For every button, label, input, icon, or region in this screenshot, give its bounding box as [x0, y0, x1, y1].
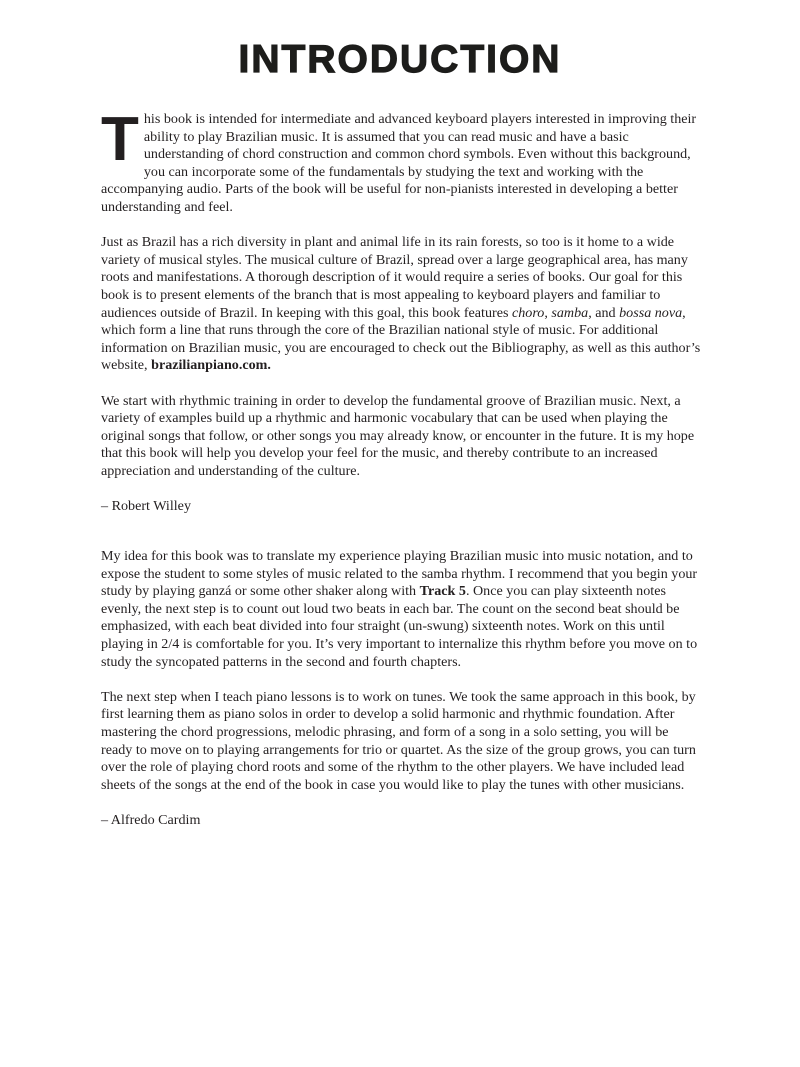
- style-choro: choro: [511, 304, 545, 321]
- paragraph-intro-text: his book is intended for intermediate and advanced keyboard players interested in improving their ability to play Brazilian music. It is assumed that you can read music and have a basic understanding of chord construction and common chord symbols. Even without this background, you can incorporate some of the fundamentals by studying the text and working with the accompanying audio. Parts of the book will be useful for non-pianists interested in developing a better understanding and feel.: [101, 111, 697, 215]
- author-signature-cardim: – Alfredo Cardim: [101, 811, 201, 828]
- style-samba: samba: [551, 304, 589, 321]
- paragraph-rhythm: [101, 548, 702, 671]
- paragraph-styles-text-end: , which form a line that runs through the core of the Brazilian national style of music. For additional information on Brazilian music, you are encouraged to check out the Bibliography, as well as this author’s website,: [101, 304, 701, 374]
- intro-section-cardim: [101, 548, 702, 847]
- paragraph-rhythm-text-end: . Once you can play sixteenth notes evenly, the next step is to count out loud two beats in each bar. The count on the second beat should be emphasized, with each beat divided into four straight (un-swung) sixteenth notes. Work on this until playing in 2/4 is comfortable for you. It’s very important to internalize this rhythm before you move on to study the syncopated patterns in the second and fourth chapters.: [101, 583, 698, 670]
- paragraph-training: We start with rhythmic training in order to develop the fundamental groove of Brazilian music. Next, a variety of examples build up a rhythmic and harmonic vocabulary that can be used when playing the original songs that follow, or other songs you may already know, or encounter in the future. It is my hope that this book will help you develop your feel for the music, and thereby contribute to an increased appreciation and understanding of the culture.: [101, 392, 695, 479]
- paragraph-intro: [101, 105, 702, 217]
- separator: , and: [588, 304, 620, 321]
- page-title: INTRODUCTION: [238, 38, 562, 81]
- paragraph-styles-text: Just as Brazil has a rich diversity in plant and animal life in its rain forests, so too is it home to a wide variety of musical styles. The musical culture of Brazil, spread over a large geographical area, has many roots and manifestations. A thorough description of it would require a series of books. Our goal for this book is to present elements of the branch that is most appealing to keyboard players and familiar to audiences outside of Brazil. In keeping with this goal, this book features: [101, 234, 688, 321]
- drop-cap: T: [101, 105, 139, 174]
- paragraph-styles: [101, 234, 702, 375]
- website-link[interactable]: brazilianpiano.com.: [151, 357, 271, 374]
- style-bossa-nova: bossa nova: [619, 304, 683, 321]
- track-reference: Track 5: [419, 583, 466, 600]
- author-signature-willey: – Robert Willey: [101, 498, 191, 515]
- intro-section-willey: [101, 105, 702, 533]
- separator: ,: [544, 304, 552, 321]
- paragraph-rhythm-text: My idea for this book was to translate my experience playing Brazilian music into music notation, and to expose the student to some styles of music related to the samba rhythm. I recommend that you begin your study by playing ganzá or some other shaker along with: [101, 548, 698, 600]
- paragraph-tunes: The next step when I teach piano lessons is to work on tunes. We took the same approach in this book, by first learning them as piano solos in order to develop a solid harmonic and rhythmic foundation. After mastering the chord progressions, melodic phrasing, and form of a song in a solo setting, you will be ready to move on to playing arrangements for trio or quartet. As the size of the group grows, you can turn over the role of playing chord roots and some of the rhythm to the other players. We have included lead sheets of the songs at the end of the book in case you would like to play the tunes with other musicians.: [101, 688, 696, 793]
